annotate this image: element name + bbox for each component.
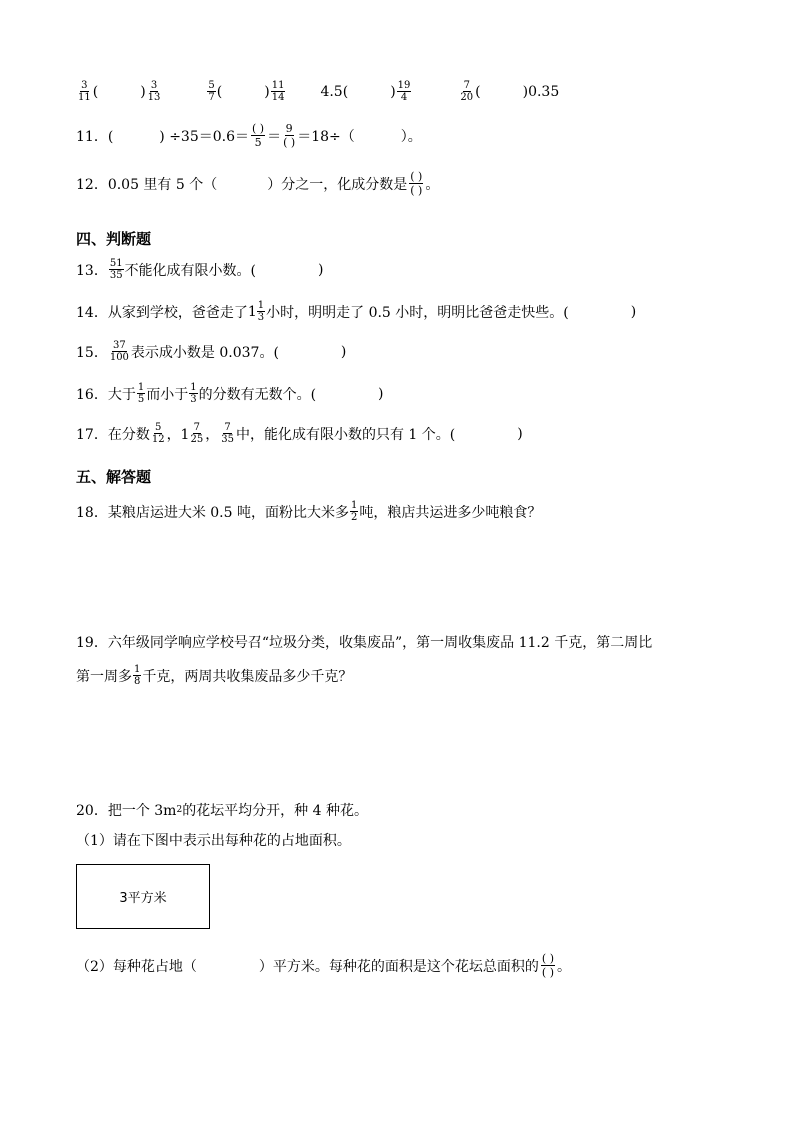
question-18: 18．某粮店运进大米 0.5 吨，面粉比大米多 $\frac{1}{2}$ 吨，粮店共运进多少吨粮食？ [76, 500, 542, 523]
fraction: $\frac{3}{13}$ [147, 80, 161, 103]
question-15: 15． $\frac{37}{100}$ 表示成小数是 0.037。( ) [76, 340, 347, 363]
fraction-blank[interactable]: $\frac{9}{( )}$ [283, 122, 296, 149]
fraction: $\frac{5}{12}$ [151, 422, 165, 445]
question-20-part2: （2）每种花占地（ ）平方米。每种花的面积是这个花坛总面积的 $\frac{( )}{( )}$ 。 [76, 952, 572, 979]
fraction-blank[interactable]: $\frac{( )}{( )}$ [541, 952, 555, 979]
fraction: $\frac{1}{8}$ [134, 664, 141, 687]
fraction: $\frac{19}{4}$ [397, 80, 411, 103]
fraction-blank[interactable]: $\frac{( )}{( )}$ [410, 170, 423, 197]
fraction: $\frac{1}{3}$ [257, 300, 265, 323]
blank[interactable]: ( [342, 83, 349, 100]
fraction: $\frac{1}{2}$ [350, 500, 358, 523]
fraction: $\frac{7}{20}$ [460, 80, 474, 103]
flowerbed-rectangle[interactable] [76, 864, 210, 929]
question-17: 17．在分数 $\frac{5}{12}$ ，1 $\frac{7}{25}$ ， $\frac{7}{35}$ 中，能化成有限小数的只有 1 个。( ) [76, 422, 523, 445]
fraction: $\frac{7}{35}$ [221, 422, 234, 445]
question-13: 13． $\frac{51}{35}$ 不能化成有限小数。( ) [76, 258, 324, 281]
value: 4.5 [320, 83, 343, 100]
value: 0.35 [528, 83, 560, 100]
fraction: $\frac{51}{35}$ [109, 258, 123, 281]
blank[interactable]: ( [475, 83, 481, 100]
question-20: 20．把一个 3m 2 的花坛平均分开，种 4 种花。 [76, 803, 368, 819]
question-14: 14．从家到学校，爸爸走了 1 $\frac{1}{3}$ 小时，明明走了 0.5 小时，明明比爸爸走快些。( ) [76, 300, 637, 323]
section-heading: 五、解答题 [76, 468, 152, 486]
fraction: $\frac{7}{25}$ [190, 422, 204, 445]
question-12: 12．0.05 里有 5 个（ ）分之一，化成分数是 $\frac{( )}{( )}$ 。 [76, 170, 440, 197]
section-heading: 四、判断题 [76, 230, 152, 248]
box-label: 3平方米 [119, 891, 167, 906]
blank[interactable]: ( [92, 83, 99, 100]
fraction: $\frac{3}{11}$ [78, 80, 91, 103]
fraction: $\frac{11}{14}$ [271, 80, 285, 103]
fraction: $\frac{5}{7}$ [208, 80, 215, 103]
blank[interactable]: ( [216, 83, 223, 100]
compare-row: $\frac{3}{11}$ ( ) $\frac{3}{13}$ $\frac{5}{7}$ ( ) $\frac{11}{14}$ 4.5 ( ) $\frac{19}{4}$ $\frac{7}{20}$ ( ) 0.35 [78, 80, 560, 103]
fraction-blank[interactable]: $\frac{( )}{5}$ [252, 122, 265, 149]
fraction: $\frac{37}{100}$ [109, 340, 129, 363]
fraction: $\frac{1}{3}$ [190, 382, 197, 405]
fraction: $\frac{1}{5}$ [137, 382, 145, 405]
question-11: 11．( ) ÷35＝0.6＝ $\frac{( )}{5}$ ＝ $\frac{9}{( )}$ ＝18÷（ ）。 [76, 122, 422, 149]
question-19-line1: 19．六年级同学响应学校号召“垃圾分类，收集废品”，第一周收集废品 11.2 千克，第二周比 [76, 635, 653, 651]
question-19-line2: 第一周多 $\frac{1}{8}$ 千克，两周共收集废品多少千克？ [76, 664, 353, 687]
question-16: 16．大于 $\frac{1}{5}$ 而小于 $\frac{1}{3}$ 的分数有无数个。( ) [76, 382, 384, 405]
question-20-part1: （1）请在下图中表示出每种花的占地面积。 [76, 833, 351, 849]
